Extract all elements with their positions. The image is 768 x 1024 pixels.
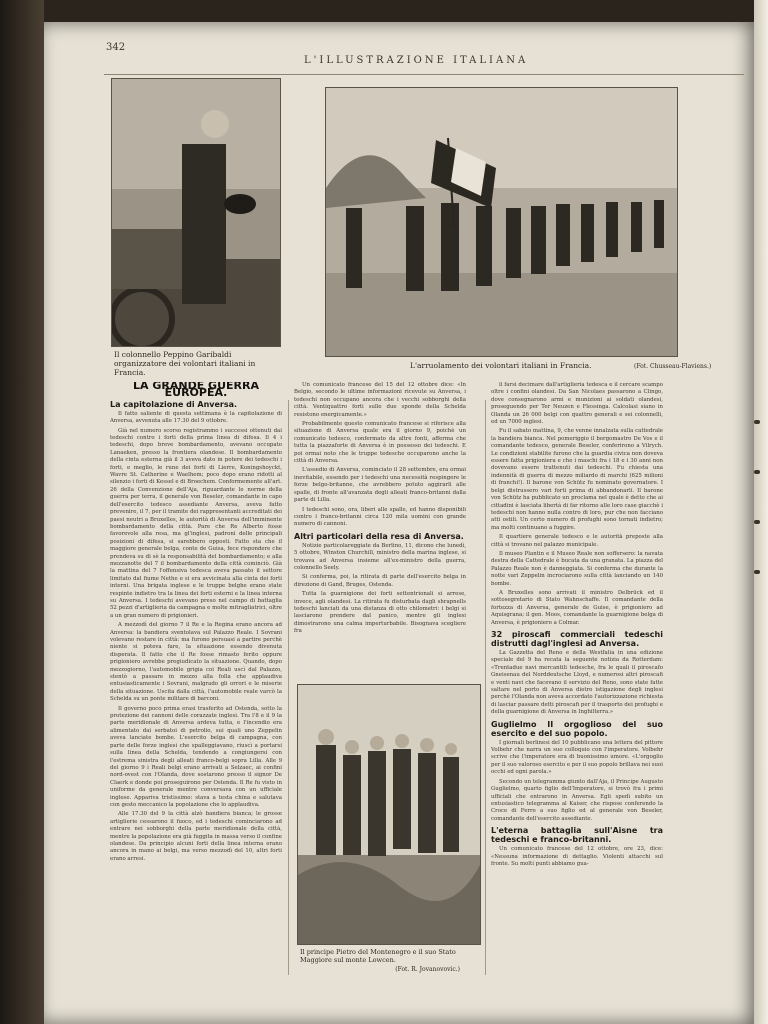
paragraph: A Bruxelles sono arrivati il ministro Delbrück ed il sottosegretario di Stato Wahnschaffe. Il comandante della fortezza di Anversa, generale de Guise, è prigioniero ad Aquisgrana; il gen. Moos, comandante la guarnigione belga di Anversa, è prigioniero a Colmar. [491, 589, 663, 626]
paragraph: A mezzodì del giorno 7 il Re e la Regina erano ancora ad Anversa: la bandiera sventolava sul Palazzo Reale. I Sovrani volevano restare in città: ma furono persuasi a partire perchè niente si poteva fare, la situazione essendo divenuta disperata. Il fatto che il Re fosse rimasto ferito oppure prigioniero avrebbe pregiudicato la situazione. Quando, dopo mezzogiorno, l'automobile grigia coi Reali uscì dal Palazzo, stentò a passare in mezzo alla folla che applaudiva entusiasticamente i Sovrani, malgrado gli orrori e le miserie della situazione. Uscita dalla città, l'automobile reale varcò la Schelda su un ponte militare di barconi. [110, 622, 282, 703]
paragraph: Il museo Plantin e il Museo Reale non soffersero: la navata destra della Cattedrale è bucata da una granata. La piazza del Palazzo Reale non è danneggiata. Si conferma che durante la notte vari Zeppelin incrociarono sulla città lanciando un 140 bombe. [491, 550, 663, 587]
paragraph: Probabilmente questo comunicato francese si riferisce alla situazione di Anversa quale era il giorno 9, poichè un comunicato tedesco, confermato da altre fonti, afferma che tutta la piazzaforte di Anversa è in possesso dei tedeschi. E poi ormai noto che le truppe tedesche occuparono anche la città di Anversa. [294, 421, 466, 465]
paragraph: Già nel numero scorso registrammo i successi ottenuti dai tedeschi contro i forti della prima linea di difesa. Il 4 i tedeschi, dopo breve bombardamento, avevano occupato Lanaeken, presso la frontiera olandese. Il bombardamento della cinta esterna già il 3 aveva dato in potere dei tedeschi i forti, e meglio, le rune dei forti di Lierre, Koningshoyckt, Wavre St. Catherine e Waelhem; poco dopo erano ridotti al silenzio i forti di Kessel e di Broechem. Conformemente all'art. 26 della Convenzione dell'Aja, riguardante le norme della guerra per terra, il generale von Beseler, comandante in capo dell'esercito tedesco assediante Anversa, aveva fatto prevenire, il 7, per il tramite dei rappresentanti accreditati dei paesi neutri a Bruxelles, le autorità di Anversa dell'imminente bombardamento della città. Pare che Re Alberto fosse favorevole alla resa, ma gl'inglesi, padroni delle principali posizioni di difesa, si sarebbero opposti. Fatto sta che il maggiore generale belga, conte de Guisa, fece rispondere che prendeva su di sè la responsabilità del bombardamento; e alla mezzanotte del 7 il bombardamento della città cominciò. Già la mattina del 7 l'offensiva tedesca aveva passato il settore limitato dal fiume Nethe e si era avvicinata alla cinta dei forti interni. Una brigata inglese e le truppe belghe erano state respinte indietro tra la linea dei forti esterni e la linea interna su Anversa. I tedeschi avevano preso nel campo di battaglia 52 pezzi d'artiglieria da campagna e molte mitragliatrici, oltre a un gran numero di prigionieri. [110, 427, 282, 619]
paragraph: Secondo un telegramma giunto dall'Aja, il Principe Augusto Guglielmo, quarto figlio dell'Imperatore, si trovò fra i primi ufficiali che entrarono in Anversa. Egli spedì subito un entusiastico telegramma al Kaiser, che rispose conferendo la Croce di Ferro a suo figlio ed al generale von Beseler, comandante dell'esercito assediante. [491, 778, 663, 822]
caption-montenegro: Il principe Pietro del Montenegro e il suo Stato Maggiore sul monte Lowcen. [300, 948, 456, 964]
page-header-title: L'ILLUSTRAZIONE ITALIANA [304, 55, 529, 66]
paragraph: La Gazzetta del Reno e della Westfalia in una edizione speciale del 9 ha recata la seguente notizia da Rotterdam: «Trentadue navi mercantili tedesche, fra le quali il piroscafo Gneisenau del Norddeutsche Lloyd, e numerosi altri piroscafi e venti navi che facevano il servizio del Reno, sono state fatte saltare nel porto di Anversa dietro istigazione degli inglesi perchè l'Olanda non aveva accordato l'autorizzazione richiesta di lasciar passare detti piroscafi per il trasporto dei profughi e della guarnigione di Anversa in Inghilterra.» [491, 650, 663, 716]
column-divider [288, 400, 289, 975]
paragraph: Alle 17.30 del 9 la città alzò bandiera bianca; le grosse artiglierie cessarono il fuoco, ed i tedeschi cominciarono ad entrare nei sobborghi della parte meridionale della città, mentre la popolazione era già fuggita in massa verso il confine olandese. Da principio alcuni forti della linea interna erano ancora in mano ai belgi, ma verso mezzodì del 10, altri forti erano arresi. [110, 811, 282, 862]
page-number: 342 [106, 42, 126, 53]
photo-montenegro [297, 684, 481, 945]
paragraph: Si conferma, poi, la ritirata di parte dell'esercito belga in direzione di Gand, Bruges, Ostenda. [294, 574, 466, 588]
caption-volunteers: L'arruolamento dei volontari italiani in Francia. [410, 361, 592, 370]
paragraph: Un comunicato francese del 12 ottobre, ore 23, dice: «Nessuna informazione di dettaglio. Violenti attacchi sul fronte. Su molti punti abbiamo gua- [491, 846, 663, 867]
section-heading-altri: Altri particolari della resa di Anversa. [294, 531, 464, 541]
caption-garibaldi: Il colonnello Peppino Garibaldi organizzatore dei volontari italiani in Francia. [114, 350, 256, 377]
article-column-1 [110, 382, 282, 982]
header-rule [104, 74, 744, 75]
paragraph: il farsi decimare dall'artiglieria tedesca e il cercare scampo oltre i confini olandesi. Da San Nicolaes passarono a Clingo, dove consegnarono armi e munizioni ai soldati olandesi, proseguendo per Ter Neuzen e Flessinga. Calcolasi siano in Olanda un 26 000 belgi con quattro generali e sei colonnelli, ed un 7000 inglesi. [491, 382, 663, 426]
paragraph: I giornali berlinesi del 10 pubblicano una lettera del pittore Volbehr che narra un suo colloquio con l'imperatore. Volbehr scrive che l'imperatore era di buonissimo umore. «L'orgoglio per il suo valoroso esercito e per il suo popolo brillava nei suoi occhi ed ogni parola.» [491, 739, 663, 776]
caption-montenegro-credit: (Fot. R. Jovanovovic.) [395, 966, 460, 973]
paragraph: Tutta la guarnigione dei forti settentrionali si arrese, invece, agli olandesi. La ritirata fu disturbata dagli shrapnells tedeschi lanciati da una distanza di otto chilometri: i belgi si lasciarono prendere dal panico, mentre gli inglesi dimostrarono una calma imperturbabile. Bisognava scegliere fra [294, 591, 466, 635]
section-heading-capitolazione: La capitolazione di Anversa. [110, 399, 238, 409]
column-divider [485, 400, 486, 975]
paragraph: Il fatto saliente di questa settimana è la capitolazione di Anversa, avvenuta alle 17.30 del 9 ottobre. [110, 410, 282, 425]
paragraph: Notizie particolareggiate da Berlino, 11, dicono che lunedì, 5 ottobre, Winston Churchill, ministro della marina inglese, si trovava ad Anversa insieme all'ex-ministro della guerra, colonnello Seely. [294, 542, 466, 571]
article-column-3 [491, 382, 663, 982]
section-heading-guglielmo: Guglielmo II orgoglioso del suo esercito e del suo popolo. [491, 719, 663, 738]
page-edge [754, 0, 768, 1024]
paragraph: I tedeschi sono, ora, liberi alle spalle, ed hanno disponibili contro i franco-britanni circa 120 mila uomini con grande numero di cannoni. [294, 506, 466, 528]
paragraph: L'assedio di Anversa, cominciato il 28 settembre, era ormai inevitabile, essendo per i tedeschi una necessità respingere le forze belgo-britanne, che avrebbero potuto aggirarli alle spalle, di fronte all'avanzata degli alleati franco-britanni dalla parte di Lilla. [294, 467, 466, 504]
paragraph: Un comunicato francese del 15 del 12 ottobre dice: «In Belgio, secondo le ultime informazioni ricevute su Anversa, i tedeschi non occupano ancora che i vecchi sobborghi della città. Ventiquattro forti sulle due sponde della Schelda resistono energicamente.» [294, 382, 466, 418]
photo-volunteers-parade [325, 87, 678, 357]
section-heading-piroscafi: 32 piroscafi commerciali tedeschi distrutti dagl'inglesi ad Anversa. [491, 630, 663, 648]
caption-volunteers-credit: (Fot. Chusseau-Flaviens.) [634, 363, 712, 370]
article-title: LA GRANDE GUERRA EUROPEA. [133, 382, 259, 400]
paragraph: Fu il sabato mattina, 9, che venne innalzata sulla cattedrale la bandiera bianca. Nel pomeriggio il borgomastro De Vos e il comandante tedesco, generale Beseler, conferirono a Vilrych. Le condizioni stabilite furono che la guardia civica non doveva essere fatta prigioniera e che i maschi fra i 18 e i 30 anni non dovevano essere trattenuti dai tedeschi. Fu chiesta una indennità di guerra di mezzo miliardo di marchi (625 milioni di franchi!). Il barone von Schütz fu nominato governatore. I belgi distrussero vari forti prima di abbandonarli. Il barone von Schütz ha pubblicato un proclama nel quale è detto che ai cittadini è lasciata libertà di far ritorno alle loro case giacchè i tedeschi non hanno nulla contro di loro, pur che non facciano atti ostili. Un certo numero di profughi sono tornati indietro; ma molti continuano a fuggire. [491, 428, 663, 531]
magazine-page [44, 22, 756, 1024]
paragraph: Il quartiere generale tedesco e le autorità preposte alla città si trovano nel palazzo municipale. [491, 534, 663, 548]
photo-garibaldi [111, 78, 281, 347]
binding-edge [0, 0, 44, 1024]
paragraph: Il governo poco prima erasi trasferito ad Ostenda, sotto la protezione dei cannoni delle corazzate inglesi. Tra l'8 e il 9 la parte meridionale di Anversa ardeva tutta, e l'incendio era alimentato dai serbatoi di petrolio, sui quali uno Zeppelin aveva lanciate bombe. L'esercito belga di campagna, con parte delle forze inglesi che spalleggiavano, riuscì a portarsi sulla linea della Schelda, tendendo a congiungersi con l'estrema sinistra degli alleati franco-belgi sopra Lilla. Alle 9 del giorno 9 i Reali belgi erano arrivati a Selzaec, ai confini nord-ovest con l'Olanda, dove sostarono presso il signor De Claerk e donde poi proseguirono per Ostenda. Il Re fu visto in uniforme da generale mentre conversava con un ufficiale inglese. Appariva tristissimo: stava a testa china e salutava con gesto meccanico la popolazione che lo applaudiva. [110, 705, 282, 808]
section-heading-battaglia: L'eterna battaglia sull'Aisne tra tedeschi e franco-britanni. [491, 826, 663, 845]
article-column-2 [294, 382, 466, 674]
